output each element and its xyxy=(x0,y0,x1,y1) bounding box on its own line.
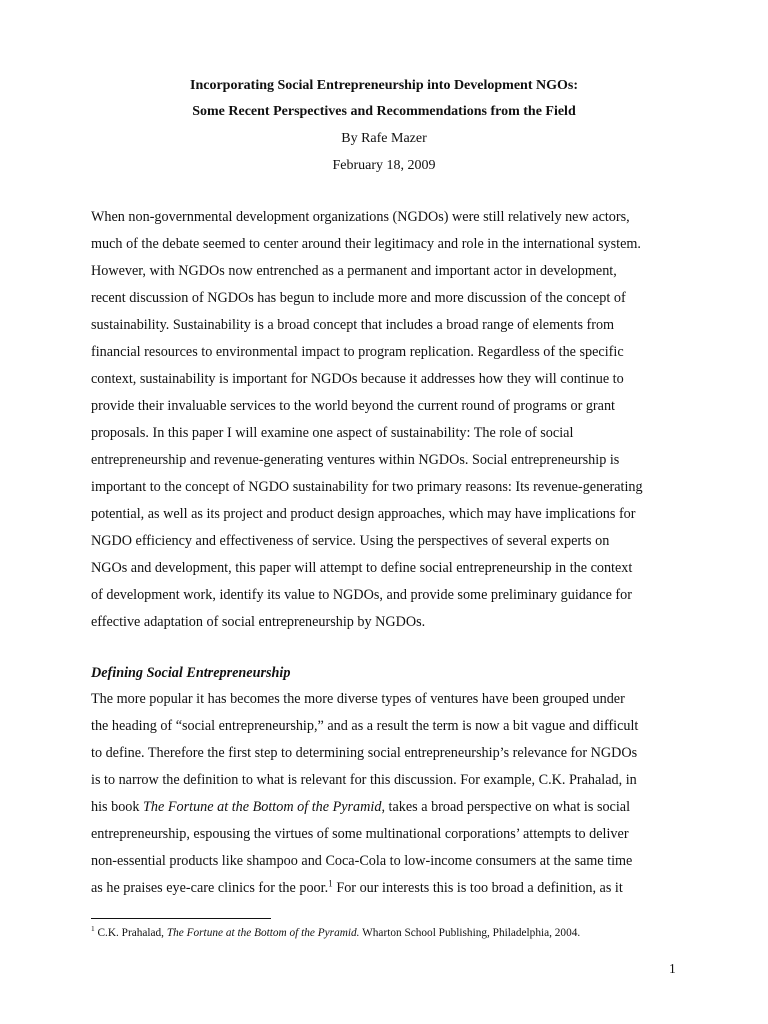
line-text: , takes a broad perspective on what is social xyxy=(381,799,631,815)
paragraph-line: non-essential products like shampoo and Coca-Cola to low-income consumers at the same time xyxy=(91,853,633,869)
line-text: his book xyxy=(91,799,144,815)
footnote-divider xyxy=(91,918,271,919)
paragraph-line: financial resources to environmental impact to program replication. Regardless of the specific xyxy=(91,344,624,360)
footnote-text: Wharton School Publishing, Philadelphia, 2004. xyxy=(359,927,581,939)
section-heading: Defining Social Entrepreneurship xyxy=(91,665,291,681)
footnote-reference[interactable]: 1 xyxy=(328,878,333,889)
paragraph-line: When non-governmental development organizations (NGDOs) were still relatively new actors, xyxy=(91,209,630,225)
paragraph-line: effective adaptation of social entrepreneurship by NGDOs. xyxy=(91,614,426,630)
paragraph-line: provide their invaluable services to the world beyond the current round of programs or grant xyxy=(91,398,615,414)
date-line: February 18, 2009 xyxy=(332,158,436,173)
book-title: The Fortune at the Bottom of the Pyramid xyxy=(143,799,382,815)
paragraph-line: is to narrow the definition to what is relevant for this discussion. For example, C.K. Prahalad, in xyxy=(91,772,637,788)
footnote-marker: 1 xyxy=(91,924,95,934)
paragraph-line: However, with NGDOs now entrenched as a permanent and important actor in development, xyxy=(91,263,617,279)
paragraph-line: much of the debate seemed to center around their legitimacy and role in the international system. xyxy=(91,236,641,252)
line-text: as he praises eye-care clinics for the poor. xyxy=(91,880,329,896)
paragraph-line: to define. Therefore the first step to determining social entrepreneurship’s relevance for NGDOs xyxy=(91,745,638,761)
paragraph-line: NGDO efficiency and effectiveness of service. Using the perspectives of several experts on xyxy=(91,533,610,549)
paragraph-line: proposals. In this paper I will examine one aspect of sustainability: The role of social xyxy=(91,425,574,441)
paragraph-line: context, sustainability is important for NGDOs because it addresses how they will continue to xyxy=(91,371,624,387)
paragraph-line: recent discussion of NGDOs has begun to include more and more discussion of the concept of xyxy=(91,290,626,306)
page-number: 1 xyxy=(669,961,676,976)
footnote xyxy=(91,925,580,941)
paragraph-line: NGOs and development, this paper will attempt to define social entrepreneurship in the context xyxy=(91,560,633,576)
footnote-text: C.K. Prahalad, xyxy=(94,927,167,939)
paragraph-line xyxy=(91,798,630,816)
paragraph-line: entrepreneurship and revenue-generating ventures within NGDOs. Social entrepreneurship is xyxy=(91,452,620,468)
author-line: By Rafe Mazer xyxy=(341,131,427,146)
paragraph-line xyxy=(91,879,623,897)
title-line-1: Incorporating Social Entrepreneurship into Development NGOs: xyxy=(190,78,578,93)
footnote-book-title: The Fortune at the Bottom of the Pyramid. xyxy=(166,927,360,939)
paragraph-line: entrepreneurship, espousing the virtues of some multinational corporations’ attempts to deliver xyxy=(91,826,629,842)
line-text: For our interests this is too broad a definition, as it xyxy=(332,880,623,896)
title-line-2: Some Recent Perspectives and Recommendations from the Field xyxy=(192,104,576,119)
paragraph-line: the heading of “social entrepreneurship,” and as a result the term is now a bit vague and difficult xyxy=(91,718,639,734)
paragraph-line: sustainability. Sustainability is a broad concept that includes a broad range of elements from xyxy=(91,317,615,333)
paragraph-line: potential, as well as its project and product design approaches, which may have implications for xyxy=(91,506,636,522)
paragraph-line: important to the concept of NGDO sustainability for two primary reasons: Its revenue-generating xyxy=(91,479,643,495)
paragraph-line: The more popular it has becomes the more diverse types of ventures have been grouped under xyxy=(91,691,625,707)
paragraph-line: of development work, identify its value to NGDOs, and provide some preliminary guidance for xyxy=(91,587,632,603)
